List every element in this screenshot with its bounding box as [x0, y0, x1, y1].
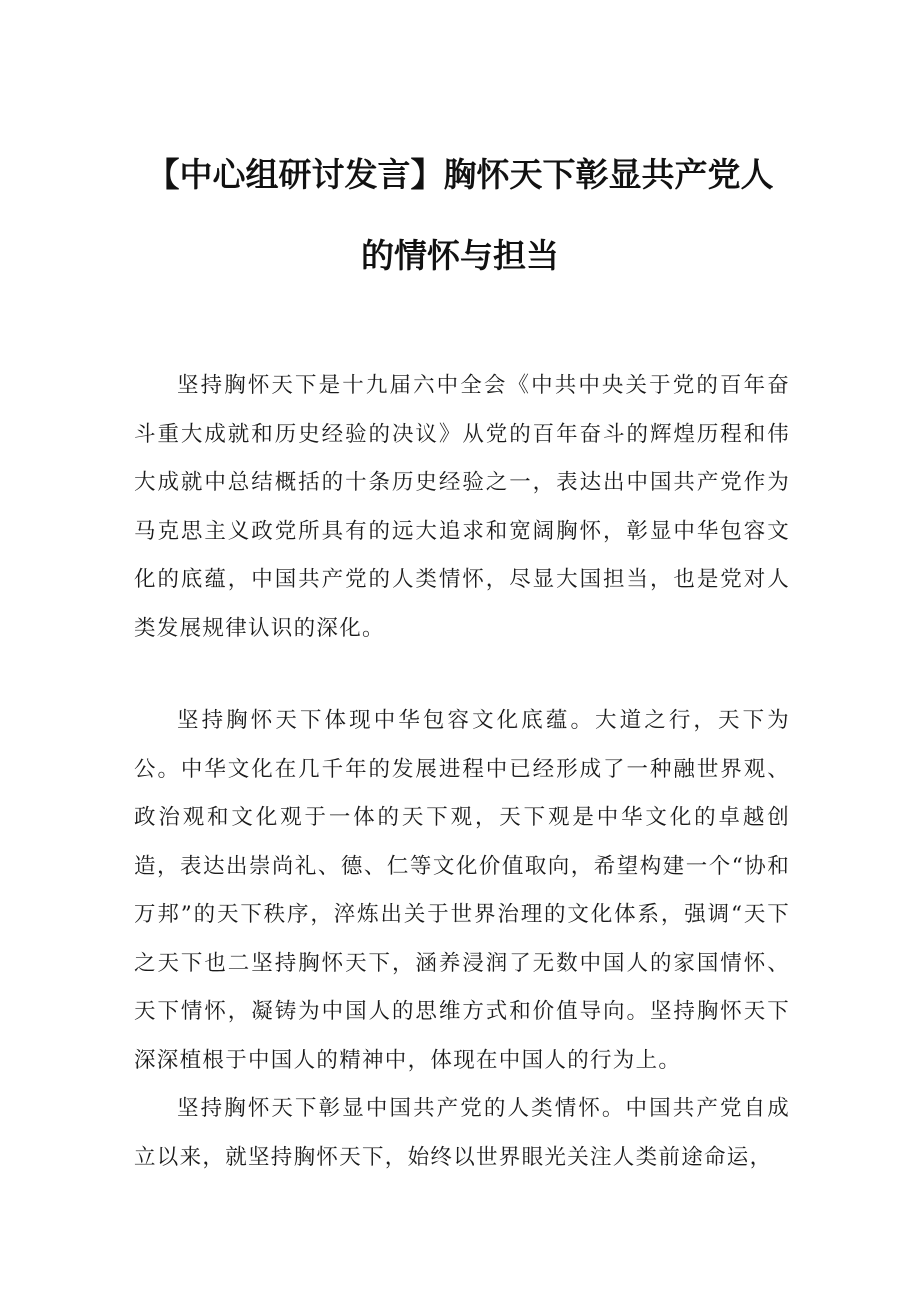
body-paragraph-2: 坚持胸怀天下体现中华包容文化底蕴。大道之行，天下为公。中华文化在几千年的发展进程中已经形成了一种融世界观、政治观和文化观于一体的天下观，天下观是中华文化的卓越创造，表达出崇尚礼、德、仁等文化价值取向，希望构建一个“协和万邦”的天下秩序，淬炼出关于世界治理的文化体系，强调“天下之天下也二坚持胸怀天下，涵养浸润了无数中国人的家国情怀、天下情怀，凝铸为中国人的思维方式和价值导向。坚持胸怀天下深深植根于中国人的精神中，体现在中国人的行为上。: [134, 708, 790, 1073]
document-title-line-1: 【中心组研讨发言】胸怀天下彰显共产党人: [146, 155, 774, 194]
body-paragraph-3: 坚持胸怀天下彰显中国共产党的人类情怀。中国共产党自成立以来，就坚持胸怀天下，始终以世界眼光关注人类前途命运，: [134, 1096, 790, 1170]
document-title-line-2: 的情怀与担当: [361, 236, 559, 275]
body-paragraph-1: 坚持胸怀天下是十九届六中全会《中共中央关于党的百年奋斗重大成就和历史经验的决议》从党的百年奋斗的辉煌历程和伟大成就中总结概括的十条历史经验之一，表达出中国共产党作为马克思主义政党所具有的远大追求和宽阔胸怀，彰显中华包容文化的底蕴，中国共产党的人类情怀，尽显大国担当，也是党对人类发展规律认识的深化。: [134, 373, 790, 641]
